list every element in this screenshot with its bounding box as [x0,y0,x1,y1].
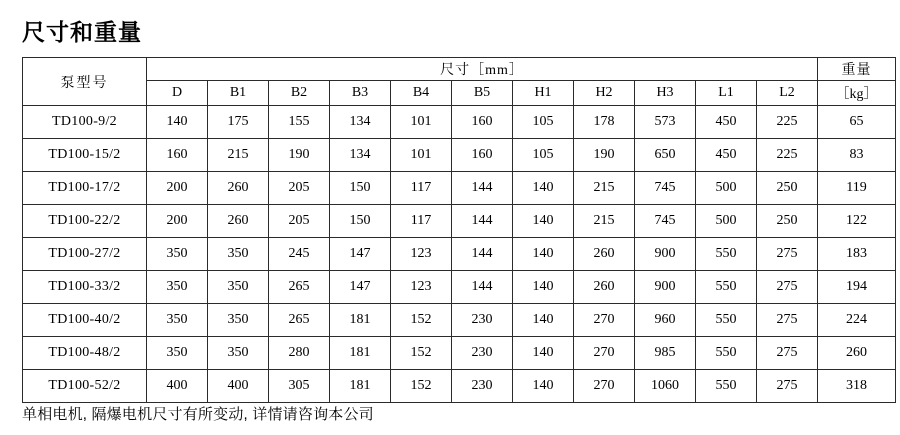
cell-b2: 305 [269,370,330,403]
cell-weight: 183 [818,238,896,271]
cell-h3: 650 [635,139,696,172]
cell-b4: 152 [391,370,452,403]
header-col-h1: H1 [513,81,574,106]
cell-b5: 144 [452,238,513,271]
header-col-l2: L2 [757,81,818,106]
table-head [23,58,896,106]
cell-b3: 134 [330,139,391,172]
cell-l2: 275 [757,238,818,271]
cell-h3: 960 [635,304,696,337]
table-row [23,370,896,403]
cell-d: 200 [147,172,208,205]
cell-l1: 550 [696,271,757,304]
cell-h3: 745 [635,172,696,205]
cell-h1: 140 [513,172,574,205]
cell-h2: 270 [574,370,635,403]
cell-b3: 150 [330,205,391,238]
cell-b4: 123 [391,271,452,304]
cell-model: TD100-40/2 [23,304,147,337]
cell-b4: 152 [391,304,452,337]
cell-model: TD100-22/2 [23,205,147,238]
cell-b4: 117 [391,205,452,238]
cell-b2: 205 [269,172,330,205]
cell-l1: 550 [696,304,757,337]
cell-h3: 573 [635,106,696,139]
cell-model: TD100-33/2 [23,271,147,304]
cell-d: 350 [147,271,208,304]
cell-b3: 147 [330,271,391,304]
cell-b3: 134 [330,106,391,139]
cell-b4: 123 [391,238,452,271]
table-row [23,304,896,337]
cell-h2: 260 [574,271,635,304]
cell-l1: 450 [696,139,757,172]
cell-l2: 275 [757,304,818,337]
table-header-row-groups [23,58,896,81]
table-body [23,106,896,403]
cell-weight: 224 [818,304,896,337]
cell-l2: 225 [757,106,818,139]
cell-b1: 350 [208,271,269,304]
cell-h1: 105 [513,139,574,172]
cell-h1: 140 [513,271,574,304]
cell-b5: 144 [452,205,513,238]
cell-b1: 350 [208,238,269,271]
cell-b3: 181 [330,304,391,337]
cell-weight: 318 [818,370,896,403]
header-col-b2: B2 [269,81,330,106]
table-row [23,139,896,172]
cell-l1: 550 [696,238,757,271]
cell-b3: 181 [330,337,391,370]
header-col-b5: B5 [452,81,513,106]
cell-b1: 350 [208,337,269,370]
table-row [23,106,896,139]
cell-weight: 260 [818,337,896,370]
cell-l1: 450 [696,106,757,139]
cell-d: 350 [147,304,208,337]
cell-weight: 83 [818,139,896,172]
cell-b4: 117 [391,172,452,205]
cell-h1: 140 [513,337,574,370]
page-title: 尺寸和重量 [22,19,142,45]
cell-weight: 65 [818,106,896,139]
cell-h2: 270 [574,337,635,370]
cell-b3: 147 [330,238,391,271]
cell-h3: 745 [635,205,696,238]
cell-model: TD100-48/2 [23,337,147,370]
cell-h2: 178 [574,106,635,139]
cell-h3: 985 [635,337,696,370]
cell-b1: 350 [208,304,269,337]
cell-b2: 245 [269,238,330,271]
table-row [23,271,896,304]
cell-b3: 181 [330,370,391,403]
cell-b4: 152 [391,337,452,370]
cell-weight: 119 [818,172,896,205]
cell-l2: 275 [757,370,818,403]
cell-l1: 550 [696,370,757,403]
cell-b2: 205 [269,205,330,238]
cell-b5: 160 [452,139,513,172]
cell-l2: 250 [757,172,818,205]
cell-b1: 400 [208,370,269,403]
cell-h2: 260 [574,238,635,271]
cell-model: TD100-15/2 [23,139,147,172]
header-dimensions-group: 尺寸［mm］ [147,58,818,81]
cell-b2: 265 [269,271,330,304]
header-col-b4: B4 [391,81,452,106]
cell-d: 140 [147,106,208,139]
cell-b3: 150 [330,172,391,205]
cell-weight: 122 [818,205,896,238]
table-row [23,205,896,238]
spec-table-container [22,57,878,403]
cell-b4: 101 [391,106,452,139]
cell-b5: 144 [452,271,513,304]
footnote: 单相电机, 隔爆电机尺寸有所变动, 详情请咨询本公司 [22,406,374,423]
table-row [23,337,896,370]
spec-table [22,57,896,403]
cell-d: 160 [147,139,208,172]
cell-h3: 900 [635,238,696,271]
header-col-b1: B1 [208,81,269,106]
header-col-l1: L1 [696,81,757,106]
cell-h2: 190 [574,139,635,172]
cell-d: 400 [147,370,208,403]
cell-l2: 250 [757,205,818,238]
cell-d: 350 [147,337,208,370]
cell-b2: 265 [269,304,330,337]
cell-l1: 500 [696,172,757,205]
header-col-h3: H3 [635,81,696,106]
cell-model: TD100-52/2 [23,370,147,403]
cell-h2: 270 [574,304,635,337]
header-weight: 重量 [818,58,896,81]
table-row [23,238,896,271]
cell-l1: 550 [696,337,757,370]
cell-model: TD100-17/2 [23,172,147,205]
cell-h1: 140 [513,370,574,403]
cell-b5: 160 [452,106,513,139]
cell-h1: 105 [513,106,574,139]
cell-l1: 500 [696,205,757,238]
cell-b4: 101 [391,139,452,172]
cell-model: TD100-9/2 [23,106,147,139]
header-model: 泵型号 [23,58,147,106]
cell-h2: 215 [574,205,635,238]
cell-b2: 280 [269,337,330,370]
cell-b5: 230 [452,370,513,403]
table-header-row-columns [23,81,896,106]
cell-b1: 260 [208,172,269,205]
cell-l2: 225 [757,139,818,172]
cell-h1: 140 [513,304,574,337]
cell-model: TD100-27/2 [23,238,147,271]
cell-b1: 175 [208,106,269,139]
cell-b5: 230 [452,337,513,370]
cell-l2: 275 [757,271,818,304]
cell-b2: 155 [269,106,330,139]
cell-b1: 260 [208,205,269,238]
header-weight-unit: ［kg］ [818,81,896,106]
cell-h3: 900 [635,271,696,304]
cell-b5: 144 [452,172,513,205]
cell-l2: 275 [757,337,818,370]
cell-h1: 140 [513,205,574,238]
header-col-b3: B3 [330,81,391,106]
cell-d: 200 [147,205,208,238]
cell-h1: 140 [513,238,574,271]
cell-b2: 190 [269,139,330,172]
table-row [23,172,896,205]
header-col-d: D [147,81,208,106]
cell-h2: 215 [574,172,635,205]
cell-weight: 194 [818,271,896,304]
cell-b1: 215 [208,139,269,172]
cell-h3: 1060 [635,370,696,403]
header-col-h2: H2 [574,81,635,106]
cell-b5: 230 [452,304,513,337]
cell-d: 350 [147,238,208,271]
